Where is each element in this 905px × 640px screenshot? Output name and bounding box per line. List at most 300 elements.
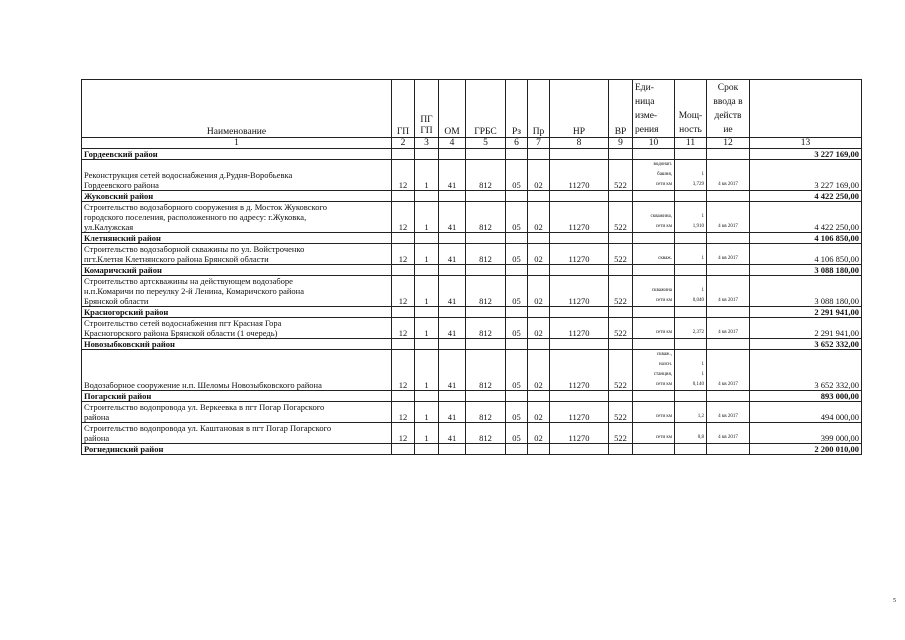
- item-pgp: 1: [415, 350, 439, 391]
- empty-cell: [392, 339, 415, 350]
- item-term: 4 кв 2017: [707, 244, 750, 265]
- item-sum: 4 106 850,00: [750, 244, 862, 265]
- district-total: 2 291 941,00: [750, 307, 862, 318]
- empty-cell: [506, 339, 528, 350]
- header-power-line: Мощ-: [678, 111, 703, 121]
- power-line: 1: [701, 372, 704, 377]
- name-line: Строительство водопровода ул. Каштановая в пгт Погар Погарского: [84, 423, 332, 433]
- empty-cell: [609, 233, 633, 244]
- district-name: Красногорский район: [82, 307, 392, 318]
- district-row: [82, 265, 862, 276]
- item-unit: [633, 244, 675, 265]
- empty-cell: [392, 191, 415, 202]
- header-om: ОМ: [439, 80, 466, 138]
- name-line: Брянской области: [84, 296, 149, 306]
- col-number: 3: [415, 138, 439, 149]
- item-nr: 11270: [550, 276, 609, 307]
- district-row: [82, 391, 862, 402]
- item-sum: 399 000,00: [750, 423, 862, 444]
- item-term: 4 кв 2017: [707, 318, 750, 339]
- district-row: [82, 233, 862, 244]
- power-line: 1: [701, 214, 704, 219]
- district-name: Новозыбковский район: [82, 339, 392, 350]
- item-power: [675, 160, 707, 191]
- item-rz: 05: [506, 244, 528, 265]
- empty-cell: [609, 391, 633, 402]
- item-name: [82, 423, 392, 444]
- name-line: н.п.Комаричи по переулку 2-й Ленина, Комаричского района: [84, 286, 304, 296]
- empty-cell: [439, 444, 466, 455]
- empty-cell: [633, 265, 675, 276]
- column-numbers-row: [82, 138, 862, 149]
- empty-cell: [707, 339, 750, 350]
- empty-cell: [466, 307, 506, 318]
- item-sum: 3 088 180,00: [750, 276, 862, 307]
- empty-cell: [439, 391, 466, 402]
- name-line: ул.Калужская: [84, 222, 134, 232]
- name-line: Водозаборное сооружение н.п. Шеломы Новозыбковского района: [84, 380, 322, 390]
- name-line: пгт.Клетня Клетнянского района Брянской области: [84, 254, 269, 264]
- item-name: [82, 350, 392, 391]
- header-unit-line: ница: [635, 97, 655, 107]
- empty-cell: [415, 265, 439, 276]
- unit-line: сети км: [655, 298, 672, 303]
- unit-line: сети км: [655, 182, 672, 187]
- empty-cell: [707, 149, 750, 160]
- header-gp: ГП: [392, 80, 415, 138]
- header-pgp-bottom: ГП: [420, 126, 433, 136]
- empty-cell: [707, 444, 750, 455]
- empty-cell: [528, 391, 550, 402]
- empty-cell: [439, 265, 466, 276]
- item-om: 41: [439, 423, 466, 444]
- empty-cell: [528, 339, 550, 350]
- empty-cell: [633, 339, 675, 350]
- district-name: Жуковский район: [82, 191, 392, 202]
- item-unit: [633, 202, 675, 233]
- item-vr: 522: [609, 276, 633, 307]
- header-rz: Рз: [506, 80, 528, 138]
- empty-cell: [415, 233, 439, 244]
- empty-cell: [707, 191, 750, 202]
- col-number: 13: [750, 138, 862, 149]
- col-number: 1: [82, 138, 392, 149]
- empty-cell: [550, 191, 609, 202]
- header-pr: Пр: [528, 80, 550, 138]
- item-gp: 12: [392, 318, 415, 339]
- item-vr: 522: [609, 318, 633, 339]
- item-pgp: 1: [415, 202, 439, 233]
- empty-cell: [707, 307, 750, 318]
- item-vr: 522: [609, 244, 633, 265]
- empty-cell: [466, 149, 506, 160]
- item-name: [82, 402, 392, 423]
- header-pgp: [415, 80, 439, 138]
- power-line: 1,2: [697, 414, 704, 419]
- item-rz: 05: [506, 160, 528, 191]
- item-unit: [633, 276, 675, 307]
- empty-cell: [439, 339, 466, 350]
- power-line: 1,910: [692, 224, 704, 229]
- power-line: 1: [701, 288, 704, 293]
- item-pr: 02: [528, 350, 550, 391]
- table-row: [82, 423, 862, 444]
- item-pr: 02: [528, 402, 550, 423]
- empty-cell: [633, 149, 675, 160]
- item-rz: 05: [506, 350, 528, 391]
- empty-cell: [528, 265, 550, 276]
- table-row: [82, 202, 862, 233]
- empty-cell: [415, 191, 439, 202]
- item-sum: 3 652 332,00: [750, 350, 862, 391]
- item-name: [82, 276, 392, 307]
- item-pr: 02: [528, 202, 550, 233]
- item-power: [675, 423, 707, 444]
- item-pr: 02: [528, 423, 550, 444]
- item-gp: 12: [392, 202, 415, 233]
- item-grbs: 812: [466, 244, 506, 265]
- name-line: Строительство водозаборного сооружения в д. Мосток Жуковского: [84, 202, 328, 212]
- item-term: 4 кв 2017: [707, 423, 750, 444]
- header-pgp-top: ПГ: [420, 115, 433, 125]
- empty-cell: [506, 149, 528, 160]
- district-row: [82, 191, 862, 202]
- item-gp: 12: [392, 244, 415, 265]
- empty-cell: [506, 391, 528, 402]
- name-line: Гордеевского района: [84, 180, 159, 190]
- district-row: [82, 307, 862, 318]
- item-vr: 522: [609, 160, 633, 191]
- item-sum: 2 291 941,00: [750, 318, 862, 339]
- name-line: Реконструкция сетей водоснабжения д.Рудня-Воробьевка: [84, 170, 293, 180]
- table-row: [82, 276, 862, 307]
- item-power: [675, 244, 707, 265]
- unit-line: скваж.: [658, 256, 672, 261]
- table-row: [82, 318, 862, 339]
- empty-cell: [528, 233, 550, 244]
- unit-line: скважина: [651, 288, 672, 293]
- empty-cell: [675, 307, 707, 318]
- page-number: 5: [893, 598, 896, 604]
- empty-cell: [675, 444, 707, 455]
- empty-cell: [439, 149, 466, 160]
- empty-cell: [550, 233, 609, 244]
- empty-cell: [675, 191, 707, 202]
- item-name: [82, 202, 392, 233]
- empty-cell: [528, 149, 550, 160]
- empty-cell: [550, 307, 609, 318]
- header-term-line: действ: [714, 111, 742, 121]
- district-name: Погарский район: [82, 391, 392, 402]
- empty-cell: [392, 233, 415, 244]
- name-line: Красногорского района Брянской области (1 очередь): [84, 328, 278, 338]
- item-power: [675, 402, 707, 423]
- col-number: 8: [550, 138, 609, 149]
- item-nr: 11270: [550, 160, 609, 191]
- power-line: 0,140: [692, 382, 704, 387]
- empty-cell: [439, 191, 466, 202]
- col-number: 7: [528, 138, 550, 149]
- item-rz: 05: [506, 423, 528, 444]
- unit-line: сети км: [655, 224, 672, 229]
- empty-cell: [675, 233, 707, 244]
- item-nr: 11270: [550, 402, 609, 423]
- item-vr: 522: [609, 202, 633, 233]
- name-line: Строительство водозаборной скважины по ул. Войстроченко: [84, 244, 305, 254]
- item-name: [82, 160, 392, 191]
- header-power: [675, 80, 707, 138]
- district-row: [82, 444, 862, 455]
- district-name: Комаричский район: [82, 265, 392, 276]
- header-unit-line: изме-: [635, 111, 658, 121]
- item-vr: 522: [609, 350, 633, 391]
- district-row: [82, 339, 862, 350]
- empty-cell: [415, 149, 439, 160]
- item-power: [675, 276, 707, 307]
- col-number: 9: [609, 138, 633, 149]
- item-rz: 05: [506, 202, 528, 233]
- unit-line: скважина,: [650, 214, 672, 219]
- item-gp: 12: [392, 350, 415, 391]
- empty-cell: [506, 307, 528, 318]
- item-grbs: 812: [466, 276, 506, 307]
- empty-cell: [528, 307, 550, 318]
- item-power: [675, 350, 707, 391]
- item-power: [675, 318, 707, 339]
- empty-cell: [633, 191, 675, 202]
- item-unit: [633, 160, 675, 191]
- empty-cell: [707, 233, 750, 244]
- empty-cell: [392, 149, 415, 160]
- empty-cell: [506, 191, 528, 202]
- col-number: 12: [707, 138, 750, 149]
- header-unit-line: рения: [635, 125, 659, 135]
- item-rz: 05: [506, 318, 528, 339]
- item-grbs: 812: [466, 202, 506, 233]
- table-row: [82, 350, 862, 391]
- empty-cell: [633, 307, 675, 318]
- item-gp: 12: [392, 160, 415, 191]
- empty-cell: [466, 391, 506, 402]
- empty-cell: [466, 265, 506, 276]
- item-term: 4 кв 2017: [707, 202, 750, 233]
- empty-cell: [528, 191, 550, 202]
- empty-cell: [707, 265, 750, 276]
- empty-cell: [633, 391, 675, 402]
- item-om: 41: [439, 350, 466, 391]
- empty-cell: [609, 307, 633, 318]
- col-number: 11: [675, 138, 707, 149]
- header-term-line: Срок: [717, 83, 739, 93]
- item-term: 4 кв 2017: [707, 350, 750, 391]
- empty-cell: [506, 233, 528, 244]
- header-nr: НР: [550, 80, 609, 138]
- empty-cell: [550, 444, 609, 455]
- district-total: 893 000,00: [750, 391, 862, 402]
- header-row: [82, 80, 862, 138]
- item-nr: 11270: [550, 318, 609, 339]
- item-pgp: 1: [415, 318, 439, 339]
- item-unit: [633, 402, 675, 423]
- item-vr: 522: [609, 402, 633, 423]
- district-total: 3 088 180,00: [750, 265, 862, 276]
- item-grbs: 812: [466, 402, 506, 423]
- power-line: 0,040: [692, 298, 704, 303]
- empty-cell: [609, 149, 633, 160]
- item-unit: [633, 350, 675, 391]
- empty-cell: [506, 265, 528, 276]
- empty-cell: [415, 391, 439, 402]
- header-term-line: ввода в: [713, 97, 743, 107]
- budget-table: [81, 79, 862, 455]
- item-term: 4 кв 2017: [707, 276, 750, 307]
- item-sum: 494 000,00: [750, 402, 862, 423]
- empty-cell: [439, 233, 466, 244]
- item-pr: 02: [528, 244, 550, 265]
- name-line: района: [84, 433, 110, 443]
- item-nr: 11270: [550, 350, 609, 391]
- empty-cell: [392, 391, 415, 402]
- item-vr: 522: [609, 423, 633, 444]
- district-name: Клетнянский район: [82, 233, 392, 244]
- district-name: Гордеевский район: [82, 149, 392, 160]
- empty-cell: [392, 307, 415, 318]
- empty-cell: [609, 339, 633, 350]
- empty-cell: [675, 265, 707, 276]
- empty-cell: [466, 339, 506, 350]
- item-nr: 11270: [550, 202, 609, 233]
- power-line: 1: [701, 362, 704, 367]
- district-total: 4 106 850,00: [750, 233, 862, 244]
- item-om: 41: [439, 160, 466, 191]
- item-gp: 12: [392, 276, 415, 307]
- item-rz: 05: [506, 402, 528, 423]
- item-grbs: 812: [466, 160, 506, 191]
- unit-line: скваж.,: [656, 352, 672, 357]
- unit-line: сети км: [655, 435, 672, 440]
- col-number: 10: [633, 138, 675, 149]
- empty-cell: [439, 307, 466, 318]
- empty-cell: [675, 339, 707, 350]
- item-unit: [633, 318, 675, 339]
- empty-cell: [550, 339, 609, 350]
- district-total: 3 227 169,00: [750, 149, 862, 160]
- item-pr: 02: [528, 160, 550, 191]
- empty-cell: [392, 265, 415, 276]
- item-om: 41: [439, 276, 466, 307]
- item-grbs: 812: [466, 423, 506, 444]
- empty-cell: [415, 339, 439, 350]
- empty-cell: [633, 444, 675, 455]
- item-pgp: 1: [415, 244, 439, 265]
- empty-cell: [506, 444, 528, 455]
- item-pr: 02: [528, 318, 550, 339]
- empty-cell: [415, 307, 439, 318]
- col-number: 2: [392, 138, 415, 149]
- col-number: 5: [466, 138, 506, 149]
- header-power-line: ность: [679, 125, 702, 135]
- item-om: 41: [439, 402, 466, 423]
- item-sum: 4 422 250,00: [750, 202, 862, 233]
- item-grbs: 812: [466, 350, 506, 391]
- item-power: [675, 202, 707, 233]
- header-term: [707, 80, 750, 138]
- name-line: Строительство артскважины на действующем водозаборе: [84, 276, 293, 286]
- empty-cell: [609, 191, 633, 202]
- table-body: [82, 80, 862, 455]
- power-line: 1: [701, 256, 704, 261]
- unit-line: станция,: [653, 372, 672, 377]
- item-nr: 11270: [550, 423, 609, 444]
- empty-cell: [415, 444, 439, 455]
- item-grbs: 812: [466, 318, 506, 339]
- item-pgp: 1: [415, 276, 439, 307]
- power-line: 0,8: [697, 435, 704, 440]
- empty-cell: [466, 191, 506, 202]
- col-number: 6: [506, 138, 528, 149]
- unit-line: водонап.: [653, 162, 672, 167]
- empty-cell: [609, 444, 633, 455]
- unit-line: сети км: [655, 330, 672, 335]
- item-term: 4 кв 2017: [707, 160, 750, 191]
- empty-cell: [633, 233, 675, 244]
- item-om: 41: [439, 244, 466, 265]
- item-unit: [633, 423, 675, 444]
- name-line: Строительство сетей водоснабжения пгт Красная Гора: [84, 318, 282, 328]
- item-gp: 12: [392, 423, 415, 444]
- district-total: 4 422 250,00: [750, 191, 862, 202]
- empty-cell: [392, 444, 415, 455]
- header-grbs: ГРБС: [466, 80, 506, 138]
- item-pgp: 1: [415, 160, 439, 191]
- district-total: 2 200 010,00: [750, 444, 862, 455]
- unit-line: назсн.: [658, 362, 672, 367]
- district-row: [82, 149, 862, 160]
- item-sum: 3 227 169,00: [750, 160, 862, 191]
- item-rz: 05: [506, 276, 528, 307]
- item-pgp: 1: [415, 423, 439, 444]
- name-line: Строительство водопровода ул. Веркеевка в пгт Погар Погарского: [84, 402, 325, 412]
- empty-cell: [609, 265, 633, 276]
- table-row: [82, 402, 862, 423]
- header-name: Наименование: [82, 80, 392, 138]
- district-name: Рогнединский район: [82, 444, 392, 455]
- empty-cell: [675, 391, 707, 402]
- table-row: [82, 244, 862, 265]
- name-line: городского поселения, расположенного по адресу: г.Жуковка,: [84, 212, 307, 222]
- header-unit: [633, 80, 675, 138]
- table-row: [82, 160, 862, 191]
- empty-cell: [550, 265, 609, 276]
- district-total: 3 652 332,00: [750, 339, 862, 350]
- empty-cell: [550, 149, 609, 160]
- empty-cell: [466, 444, 506, 455]
- item-pgp: 1: [415, 402, 439, 423]
- empty-cell: [466, 233, 506, 244]
- header-vr: ВР: [609, 80, 633, 138]
- unit-line: сети км: [655, 382, 672, 387]
- empty-cell: [707, 391, 750, 402]
- item-name: [82, 318, 392, 339]
- empty-cell: [675, 149, 707, 160]
- item-name: [82, 244, 392, 265]
- unit-line: башня,: [657, 172, 672, 177]
- item-term: 4 кв 2017: [707, 402, 750, 423]
- item-om: 41: [439, 202, 466, 233]
- power-line: 2,372: [692, 330, 704, 335]
- header-sum: [750, 80, 862, 138]
- item-gp: 12: [392, 402, 415, 423]
